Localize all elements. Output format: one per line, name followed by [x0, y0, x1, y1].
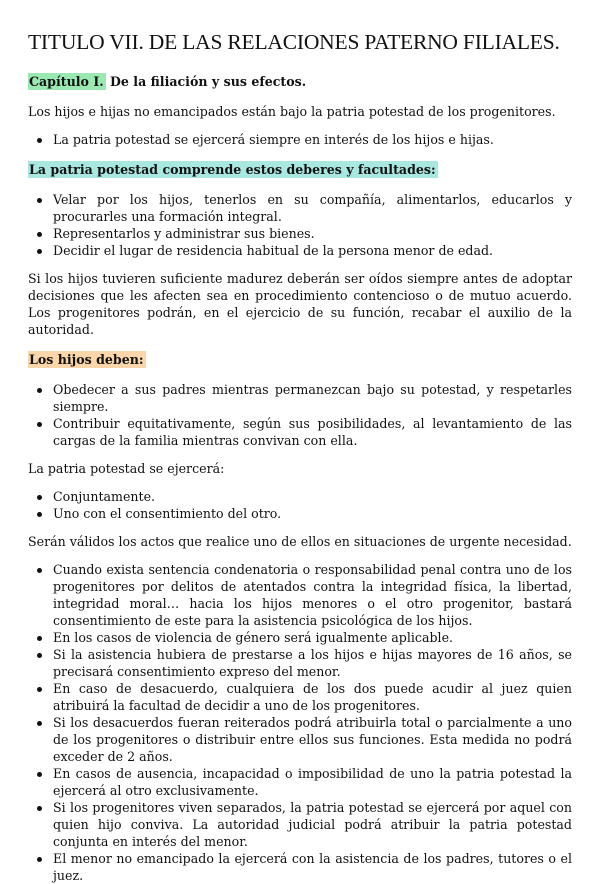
children-heading [28, 351, 572, 368]
urgent-paragraph: Serán válidos los actos que realice uno de ellos en situaciones de urgente necesidad. [28, 534, 572, 549]
chapter-label: Capítulo I. [29, 74, 104, 89]
children-duties-list [28, 381, 572, 449]
list-item: Representarlos y administrar sus bienes. [53, 225, 572, 242]
list-item: Uno con el consentimiento del otro. [53, 505, 572, 522]
intro-list [28, 131, 572, 148]
list-item: En caso de desacuerdo, cualquiera de los dos puede acudir al juez quien atribuirá la facultad de decidir a uno de los progenitores. [53, 681, 572, 713]
exercise-intro: La patria potestad se ejercerá: [28, 461, 225, 476]
list-item: La patria potestad se ejercerá siempre en interés de los hijos e hijas. [53, 131, 572, 148]
list-item: Si la asistencia hubiera de prestarse a los hijos e hijas mayores de 16 años, se precisará consentimiento expreso del menor. [53, 647, 572, 679]
children-heading-text: Los hijos deben: [29, 352, 144, 367]
page-title: TITULO VII. DE LAS RELACIONES PATERNO FILIALES. [28, 30, 560, 54]
exercise-modes-list [28, 488, 572, 522]
duties-heading [28, 161, 572, 178]
list-item: En los casos de violencia de género será igualmente aplicable. [53, 629, 572, 646]
maturity-paragraph: Si los hijos tuvieren suficiente madurez deberán ser oídos siempre antes de adoptar decisiones que les afecten sea en procedimiento contencioso o de mutuo acuerdo. Los progenitores podrán, en el ejercicio de su función, recabar el auxilio de la autoridad. [28, 271, 572, 337]
list-item: Velar por los hijos, tenerlos en su compañía, alimentarlos, educarlos y procurarles una formación integral. [53, 192, 572, 224]
list-item: El menor no emancipado la ejercerá con la asistencia de los padres, tutores o el juez. [53, 851, 572, 883]
chapter-text: De la filiación y sus efectos. [105, 74, 307, 89]
list-item: Contribuir equitativamente, según sus posibilidades, al levantamiento de las cargas de la familia mientras convivan con ella. [53, 416, 572, 448]
list-item: En casos de ausencia, incapacidad o imposibilidad de uno la patria potestad la ejercerá al otro exclusivamente. [53, 766, 572, 798]
intro-paragraph: Los hijos e hijas no emancipados están bajo la patria potestad de los progenitores. [28, 104, 556, 119]
list-item: Cuando exista sentencia condenatoria o responsabilidad penal contra uno de los progenitores por delitos de atentados contra la integridad física, la libertad, integridad moral… hacia los hijos menores o el otro progenitor, bastará consentimiento de este para la asistencia psicológica de los hijos. [53, 562, 572, 628]
duties-heading-text: La patria potestad comprende estos deberes y facultades: [29, 162, 436, 177]
list-item: Si los progenitores viven separados, la patria potestad se ejercerá por aquel con quien hijo conviva. La autoridad judicial podrá atribuir la patria potestad conjunta en interés del menor. [53, 800, 572, 849]
list-item: Si los desacuerdos fueran reiterados podrá atribuirla total o parcialmente a uno de los progenitores o distribuir entre ellos sus funciones. Esta medida no podrá exceder de 2 años. [53, 715, 572, 764]
list-item: Decidir el lugar de residencia habitual de la persona menor de edad. [53, 242, 572, 259]
list-item: Conjuntamente. [53, 488, 572, 505]
list-item: Obedecer a sus padres mientras permanezcan bajo su potestad, y respetarles siempre. [53, 382, 572, 414]
chapter-heading [28, 73, 572, 90]
cases-list [28, 561, 572, 884]
duties-list [28, 191, 572, 259]
